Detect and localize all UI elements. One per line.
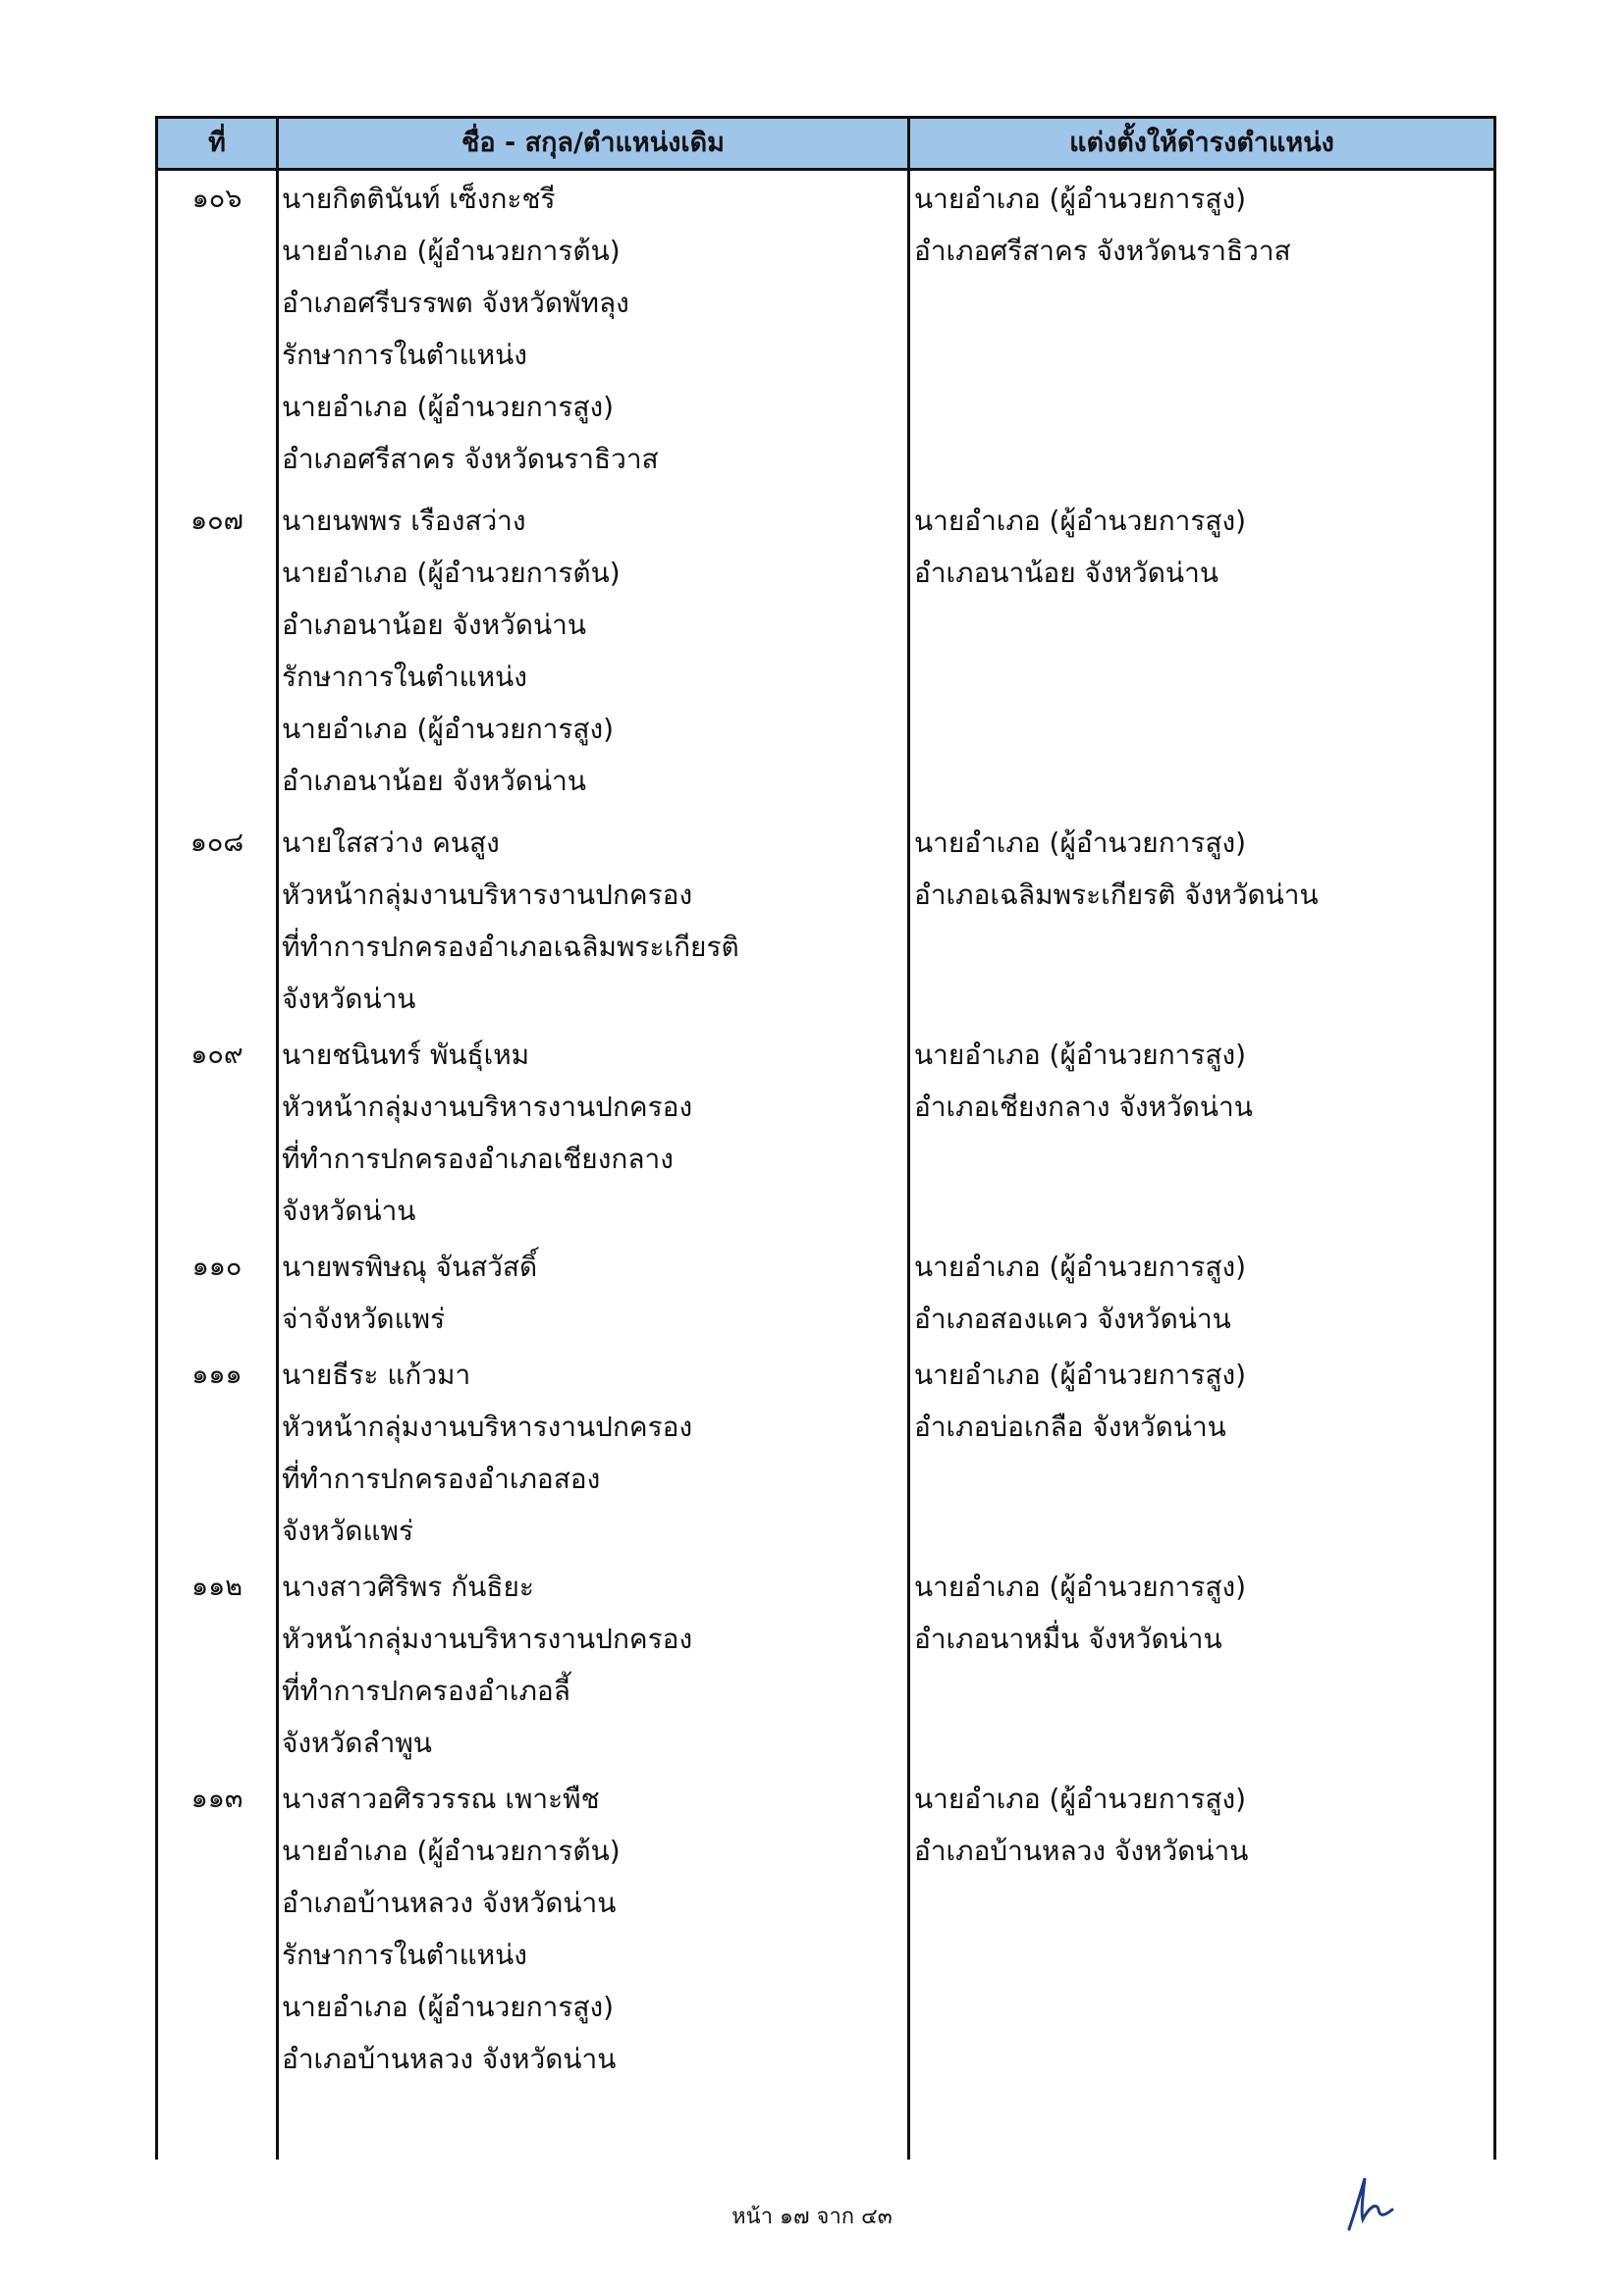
- old-position-line: นายอำเภอ (ผู้อำนวยการสูง): [282, 1991, 615, 2023]
- old-position-line: นายอำเภอ (ผู้อำนวยการสูง): [282, 391, 615, 423]
- row-number: ๑๑๒: [190, 1572, 244, 1602]
- old-position-line: นายอำเภอ (ผู้อำนวยการต้น): [282, 1835, 621, 1867]
- old-position-cell: [282, 1241, 900, 1345]
- row-number: ๑๑๓: [190, 1784, 244, 1814]
- old-position-line: ที่ทำการปกครองอำเภอสอง: [282, 1463, 601, 1495]
- old-position-line: อำเภอนาน้อย จังหวัดน่าน: [282, 609, 586, 641]
- header-no: ที่: [208, 128, 226, 158]
- old-position-line: นางสาวศิริพร กันธิยะ: [282, 1571, 534, 1603]
- appointed-position-line: อำเภอนาหมื่น จังหวัดน่าน: [914, 1623, 1222, 1655]
- old-position-line: นายใสสว่าง คนสูง: [282, 827, 500, 859]
- row-number: ๑๐๗: [190, 506, 244, 536]
- appointed-position-line: อำเภอศรีสาคร จังหวัดนราธิวาส: [914, 235, 1291, 267]
- old-position-line: นายอำเภอ (ผู้อำนวยการต้น): [282, 557, 621, 589]
- old-position-line: หัวหน้ากลุ่มงานบริหารงานปกครอง: [282, 1411, 693, 1443]
- appointment-table: [155, 116, 1496, 2160]
- old-position-line: จ่าจังหวัดแพร่: [282, 1303, 446, 1335]
- old-position-cell: [282, 1561, 900, 1769]
- old-position-line: อำเภอบ้านหลวง จังหวัดน่าน: [282, 2043, 617, 2075]
- appointed-position-cell: [914, 1773, 1484, 1877]
- appointed-position-cell: [914, 173, 1484, 277]
- old-position-line: หัวหน้ากลุ่มงานบริหารงานปกครอง: [282, 1623, 693, 1655]
- old-position-line: หัวหน้ากลุ่มงานบริหารงานปกครอง: [282, 1091, 693, 1123]
- header-name-old-position: ชื่อ - สกุล/ตำแหน่งเดิม: [461, 128, 725, 158]
- row-number: ๑๐๖: [191, 184, 243, 214]
- old-position-line: ที่ทำการปกครองอำเภอเชียงกลาง: [282, 1143, 674, 1175]
- appointed-position-cell: [914, 1241, 1484, 1345]
- page-number: หน้า ๑๗ จาก ๔๓: [731, 2205, 893, 2229]
- appointed-position-line: นายอำเภอ (ผู้อำนวยการสูง): [914, 1571, 1247, 1603]
- appointed-position-cell: [914, 1349, 1484, 1453]
- old-position-line: หัวหน้ากลุ่มงานบริหารงานปกครอง: [282, 879, 693, 911]
- row-number: ๑๑๐: [191, 1252, 243, 1282]
- old-position-line: จังหวัดลำพูน: [282, 1727, 432, 1759]
- appointed-position-cell: [914, 1561, 1484, 1665]
- old-position-line: นายนพพร เรืองสว่าง: [282, 505, 526, 537]
- appointed-position-line: นายอำเภอ (ผู้อำนวยการสูง): [914, 1359, 1247, 1391]
- old-position-line: จังหวัดแพร่: [282, 1515, 413, 1547]
- old-position-line: อำเภอนาน้อย จังหวัดน่าน: [282, 765, 586, 797]
- appointed-position-line: นายอำเภอ (ผู้อำนวยการสูง): [914, 183, 1247, 215]
- old-position-line: นายชนินทร์ พันธุ์เหม: [282, 1039, 530, 1071]
- old-position-cell: [282, 817, 900, 1025]
- row-number: ๑๐๘: [189, 828, 244, 858]
- table-header: [158, 116, 1493, 171]
- old-position-line: จังหวัดน่าน: [282, 1195, 416, 1227]
- appointed-position-line: อำเภอเฉลิมพระเกียรติ จังหวัดน่าน: [914, 879, 1319, 911]
- row-number: ๑๐๙: [190, 1040, 244, 1070]
- row-number: ๑๑๑: [191, 1360, 243, 1390]
- old-position-line: อำเภอศรีสาคร จังหวัดนราธิวาส: [282, 443, 659, 475]
- old-position-line: รักษาการในตำแหน่ง: [282, 1939, 527, 1971]
- old-position-line: นายอำเภอ (ผู้อำนวยการสูง): [282, 713, 615, 745]
- old-position-cell: [282, 1029, 900, 1237]
- header-appointed-position: แต่งตั้งให้ดำรงตำแหน่ง: [1069, 128, 1334, 158]
- old-position-line: นายกิตตินันท์ เซ็งกะชรี: [282, 183, 556, 215]
- old-position-line: นายพรพิษณุ จันสวัสดิ์: [282, 1251, 538, 1283]
- old-position-line: นายอำเภอ (ผู้อำนวยการต้น): [282, 235, 621, 267]
- appointed-position-line: อำเภอเชียงกลาง จังหวัดน่าน: [914, 1091, 1253, 1123]
- old-position-cell: [282, 173, 900, 485]
- appointed-position-cell: [914, 817, 1484, 921]
- old-position-line: นางสาวอศิรวรรณ เพาะพืช: [282, 1783, 600, 1815]
- old-position-cell: [282, 495, 900, 807]
- appointed-position-line: อำเภอบ้านหลวง จังหวัดน่าน: [914, 1835, 1249, 1867]
- appointed-position-line: อำเภอนาน้อย จังหวัดน่าน: [914, 557, 1218, 589]
- appointed-position-line: นายอำเภอ (ผู้อำนวยการสูง): [914, 1783, 1247, 1815]
- old-position-line: อำเภอบ้านหลวง จังหวัดน่าน: [282, 1887, 617, 1919]
- old-position-line: รักษาการในตำแหน่ง: [282, 339, 527, 371]
- column-divider-1: [276, 116, 279, 2160]
- old-position-cell: [282, 1349, 900, 1557]
- appointed-position-line: อำเภอบ่อเกลือ จังหวัดน่าน: [914, 1411, 1226, 1443]
- appointed-position-line: นายอำเภอ (ผู้อำนวยการสูง): [914, 1251, 1247, 1283]
- appointed-position-line: นายอำเภอ (ผู้อำนวยการสูง): [914, 1039, 1247, 1071]
- appointed-position-line: นายอำเภอ (ผู้อำนวยการสูง): [914, 505, 1247, 537]
- old-position-line: ที่ทำการปกครองอำเภอเฉลิมพระเกียรติ: [282, 931, 739, 963]
- appointed-position-line: นายอำเภอ (ผู้อำนวยการสูง): [914, 827, 1247, 859]
- old-position-cell: [282, 1773, 900, 2085]
- appointed-position-line: อำเภอสองแคว จังหวัดน่าน: [914, 1303, 1231, 1335]
- old-position-line: รักษาการในตำแหน่ง: [282, 661, 527, 693]
- old-position-line: นายธีระ แก้วมา: [282, 1359, 471, 1391]
- column-divider-2: [907, 116, 910, 2160]
- old-position-line: ที่ทำการปกครองอำเภอลี้: [282, 1675, 570, 1707]
- old-position-line: อำเภอศรีบรรพต จังหวัดพัทลุง: [282, 287, 629, 319]
- old-position-line: จังหวัดน่าน: [282, 983, 416, 1015]
- appointed-position-cell: [914, 1029, 1484, 1133]
- appointed-position-cell: [914, 495, 1484, 599]
